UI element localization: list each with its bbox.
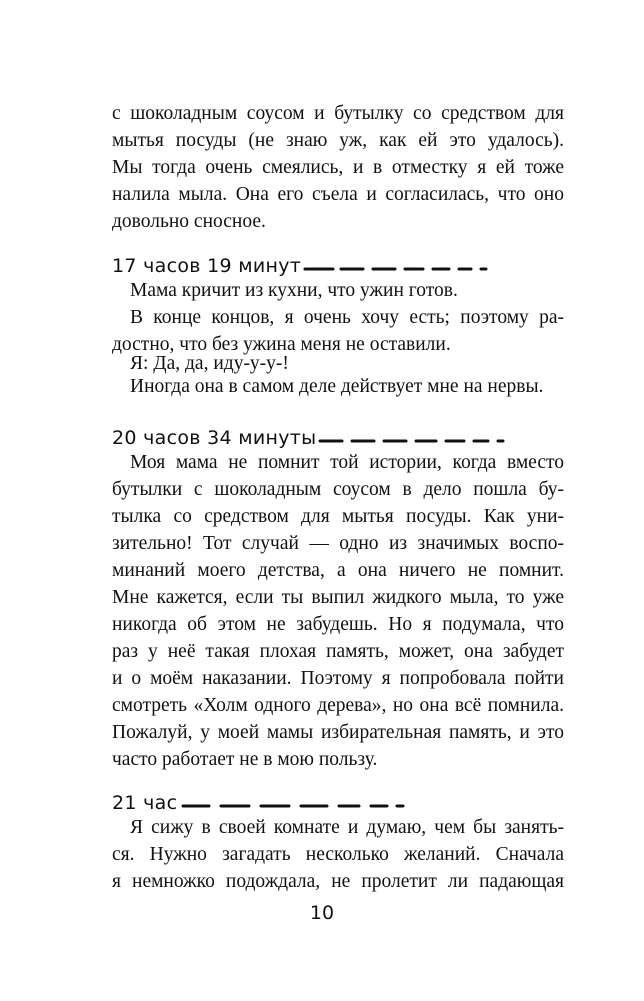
text-line: Мне кажется, если ты выпил жидкого мыла, то уже <box>112 587 564 608</box>
text-line: и о моём наказании. Поэтому я попробовала пойти <box>112 668 564 689</box>
text-line: ся. Нужно загадать несколько желаний. Сначала <box>112 844 564 865</box>
text-line: смотреть «Холм одного дерева», но она всё помнила. <box>112 695 564 716</box>
time-heading <box>112 790 409 816</box>
text-line: я немножко подождала, не пролетит ли падающая <box>112 871 564 892</box>
text-line: Моя мама не помнит той истории, когда вместо <box>130 452 564 473</box>
text-line: минаний моего детства, а она ничего не помнит. <box>112 560 564 581</box>
time-heading-text: 20 часов 34 минуты <box>112 427 317 449</box>
text-line: достно, что без ужина меня не оставили. <box>112 334 451 355</box>
text-line: никогда об этом не забудешь. Но я подумала, что <box>112 614 564 635</box>
dashed-underline-decoration <box>179 800 409 812</box>
text-line: с шоколадным соусом и бутылку со средством для <box>112 103 564 124</box>
text-line: зительно! Тот случай — одно из значимых воспо- <box>112 533 564 554</box>
dashed-underline-decoration <box>303 263 493 275</box>
text-line: часто работает не в мою пользу. <box>112 749 378 770</box>
text-line: довольно сносное. <box>112 211 266 232</box>
text-line: Пожалуй, у моей мамы избирательная память, и это <box>112 722 564 743</box>
text-line: мытья посуды (не знаю уж, как ей это удалось). <box>112 130 564 151</box>
text-line: Я сижу в своей комнате и думаю, чем бы занять- <box>130 817 564 838</box>
text-line: раз у неё такая плохая память, может, она забудет <box>112 641 564 662</box>
time-heading-text: 17 часов 19 минут <box>112 255 302 277</box>
text-line: Мама кричит из кухни, что ужин готов. <box>130 280 458 301</box>
text-line: Мы тогда очень смеялись, и в отместку я ей тоже <box>112 157 564 178</box>
dialogue-line: Я: Да, да, иду-у-у-! <box>130 353 289 374</box>
time-heading-text: 21 час <box>112 792 178 814</box>
time-heading <box>112 253 493 279</box>
text-line: Иногда она в самом деле действует мне на нервы. <box>130 376 544 397</box>
time-heading <box>112 425 508 451</box>
text-line: налила мыла. Она его съела и согласилась, что оно <box>112 184 564 205</box>
text-line: тылка со средством для мытья посуды. Как уни- <box>112 506 564 527</box>
page-number: 10 <box>309 902 335 924</box>
text-line: бутылки с шоколадным соусом в дело пошла бу- <box>112 479 564 500</box>
dashed-underline-decoration <box>318 435 508 447</box>
text-line: В конце концов, я очень хочу есть; поэтому ра- <box>130 307 564 328</box>
